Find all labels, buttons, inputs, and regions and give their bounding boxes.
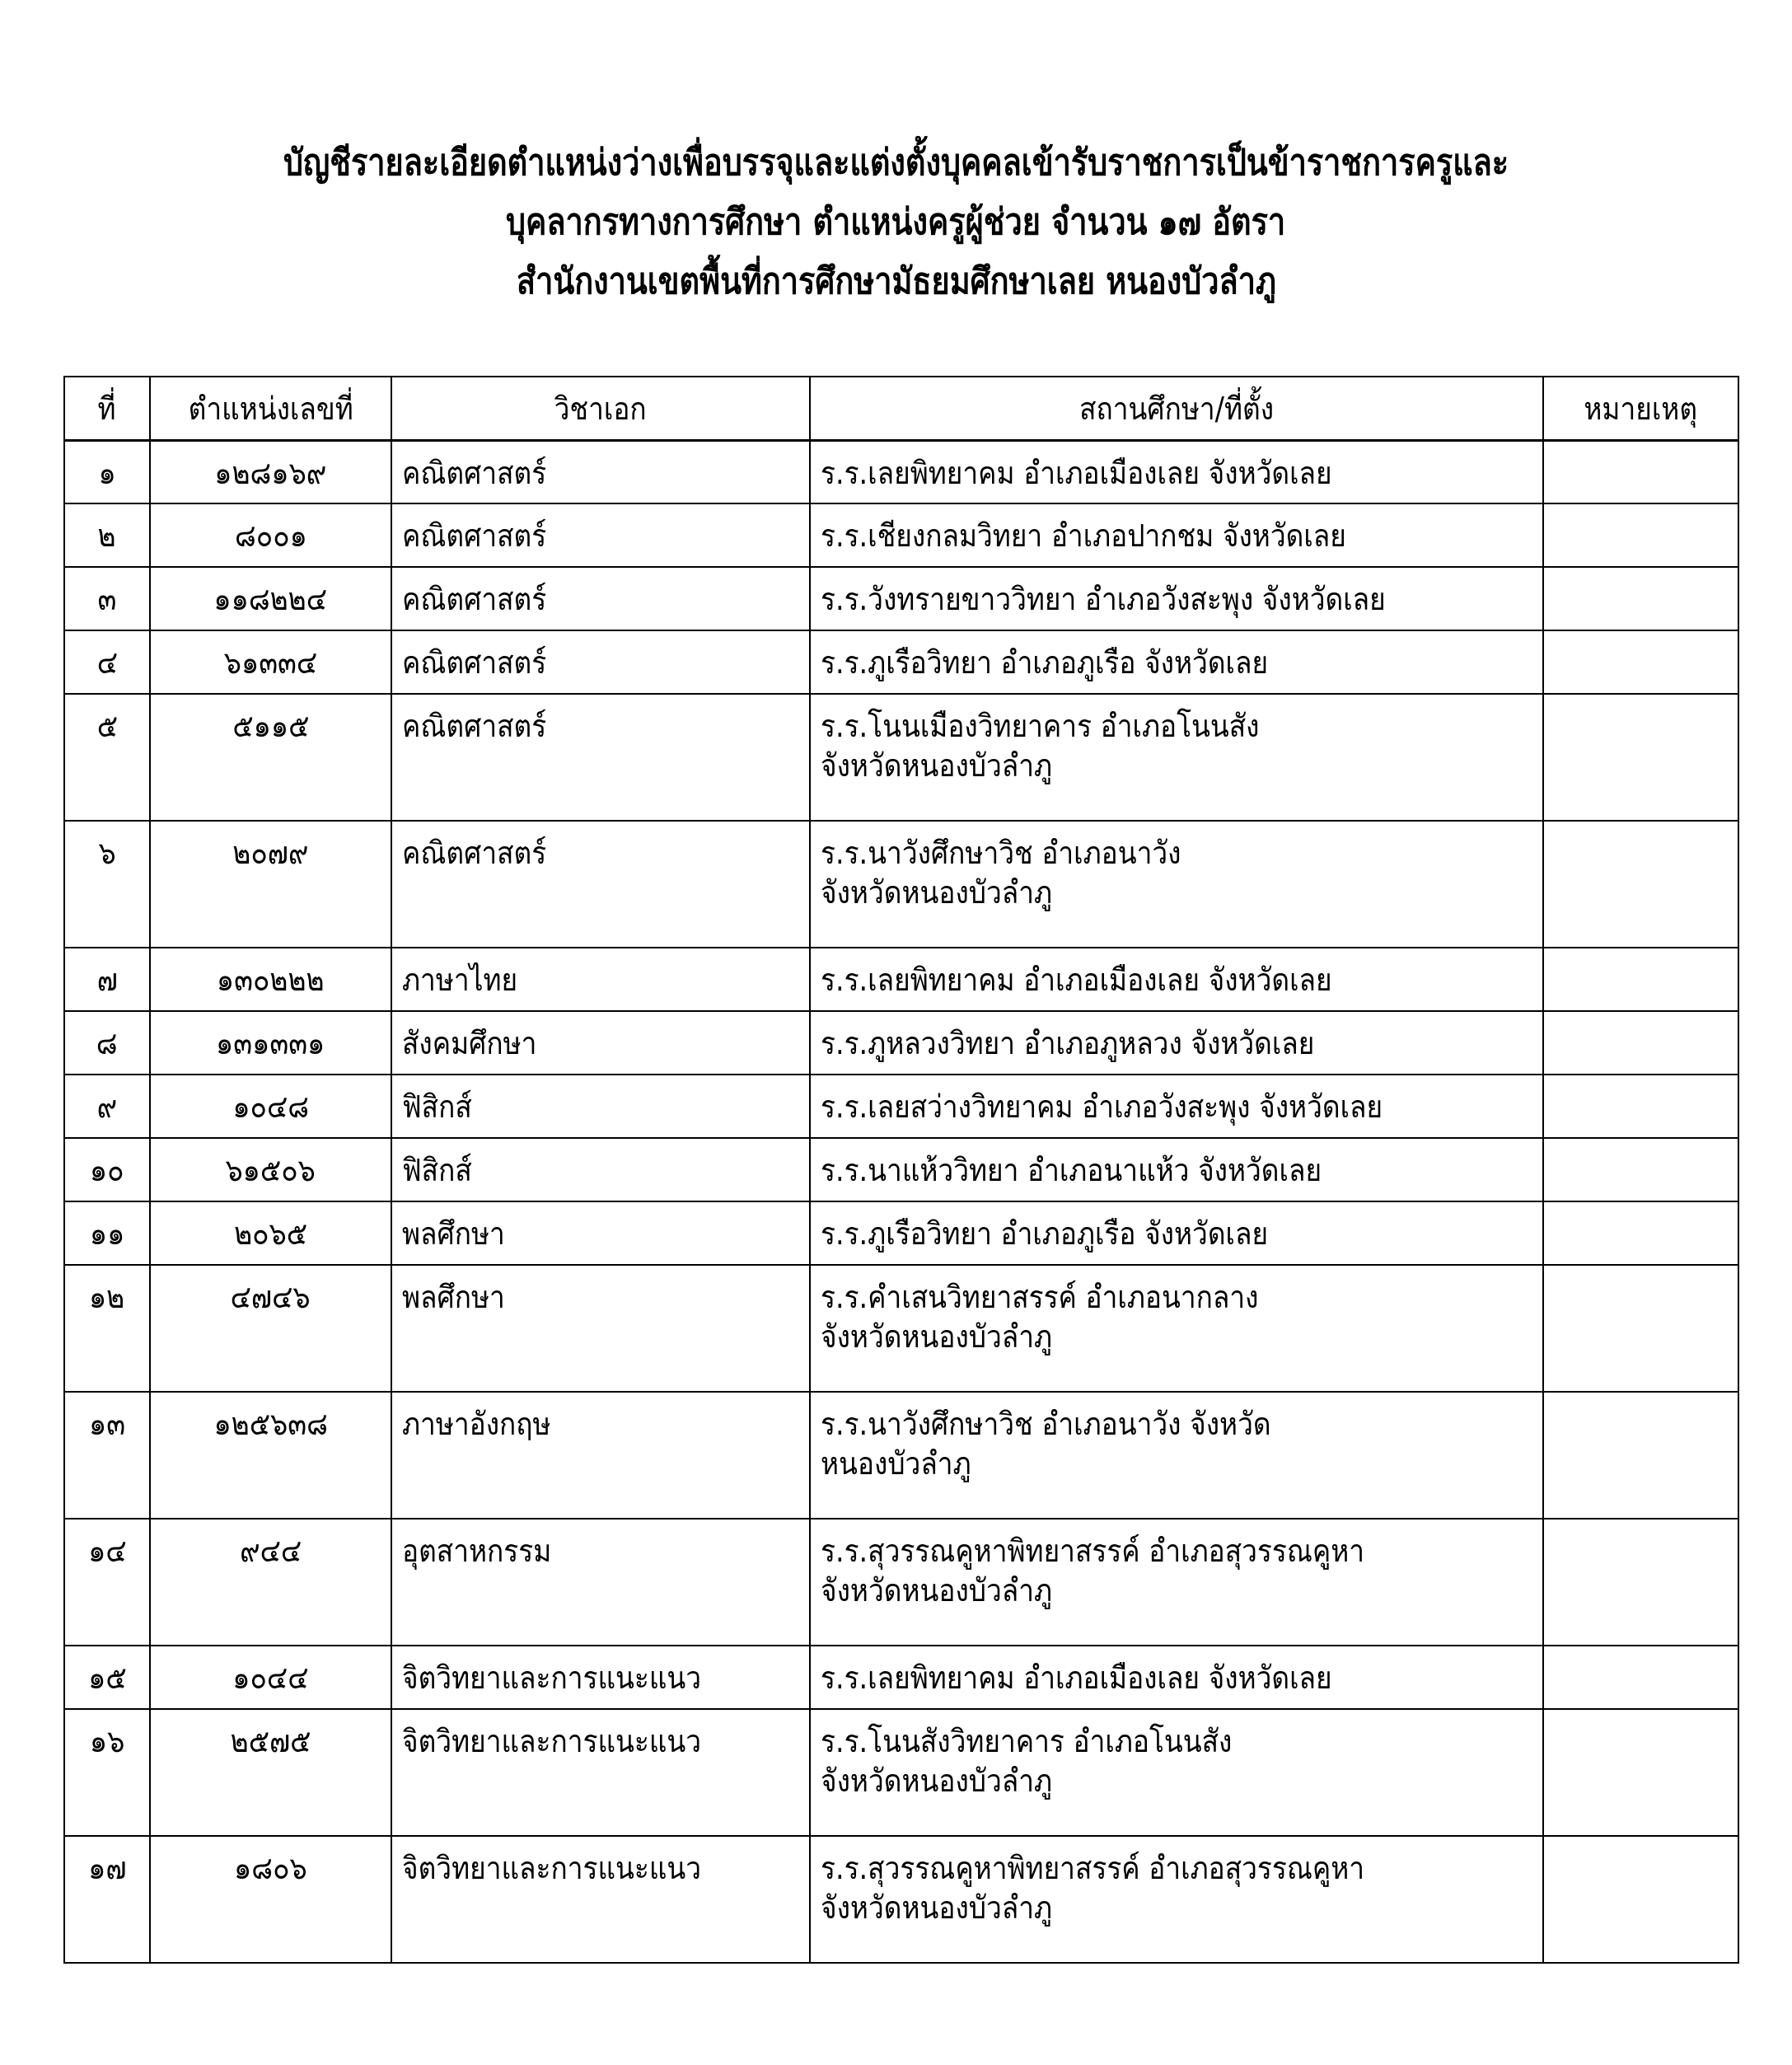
- cell-position-number-text: ๑๐๔๔: [232, 1660, 309, 1696]
- cell-no: [64, 567, 150, 630]
- location-line: [821, 746, 1532, 785]
- table-row: [64, 1519, 1738, 1646]
- cell-position-number-text: ๑๓๑๓๓๑: [216, 1025, 325, 1061]
- cell-no-text: ๑๒: [89, 1279, 125, 1315]
- table-row: [64, 1201, 1738, 1265]
- location-text: ร.ร.ภูเรือวิทยา อำเภอภูเรือ จังหวัดเลย: [821, 644, 1269, 681]
- location-line: [821, 1317, 1532, 1356]
- header-subject-text: วิชาเอก: [554, 390, 648, 427]
- cell-location: [810, 1011, 1543, 1075]
- cell-position-number-text: ๑๓๐๒๒๒: [217, 962, 325, 998]
- table-row: [64, 1138, 1738, 1201]
- cell-subject-text: ภาษาไทย: [402, 962, 518, 998]
- cell-no: [64, 1265, 150, 1392]
- table-row: [64, 440, 1738, 503]
- cell-location: [810, 630, 1543, 694]
- cell-position-number: [150, 1138, 391, 1201]
- cell-remark: [1543, 503, 1738, 567]
- title-text-2: บุคลากรทางการศึกษา ตำแหน่งครูผู้ช่วย จำนวน ๑๗ อัตรา: [506, 201, 1286, 243]
- cell-location: [810, 1646, 1543, 1709]
- cell-position-number: [150, 1519, 391, 1646]
- location-text: ร.ร.สุวรรณคูหาพิทยาสรรค์ อำเภอสุวรรณคูหา: [821, 1850, 1365, 1886]
- cell-no: [64, 1519, 150, 1646]
- header-remark: [1543, 377, 1738, 440]
- cell-no-text: ๗: [96, 962, 118, 998]
- location-line: [821, 579, 1532, 619]
- cell-subject-text: ฟิสิกส์: [402, 1089, 472, 1125]
- cell-location: [810, 821, 1543, 948]
- cell-no: [64, 694, 150, 821]
- location-line: [821, 873, 1532, 912]
- cell-subject: [391, 567, 810, 630]
- cell-remark: [1543, 1265, 1738, 1392]
- cell-no: [64, 821, 150, 948]
- cell-position-number: [150, 503, 391, 567]
- cell-position-number-text: ๑๒๘๑๖๙: [214, 454, 327, 491]
- header-no: [64, 377, 150, 440]
- table-row: [64, 694, 1738, 821]
- table-row: [64, 1646, 1738, 1709]
- cell-no: [64, 1201, 150, 1265]
- cell-location: [810, 567, 1543, 630]
- cell-remark: [1543, 1075, 1738, 1138]
- cell-position-number-text: ๙๔๔: [239, 1533, 302, 1569]
- table-row: [64, 503, 1738, 567]
- cell-position-number: [150, 1201, 391, 1265]
- title-text-3: สำนักงานเขตพื้นที่การศึกษามัธยมศึกษาเลย หนองบัวลำภู: [516, 260, 1276, 302]
- location-text: ร.ร.เชียงกลมวิทยา อำเภอปากชม จังหวัดเลย: [821, 517, 1346, 554]
- cell-subject-text: อุตสาหกรรม: [402, 1533, 552, 1569]
- cell-subject: [391, 503, 810, 567]
- location-line: [821, 1214, 1532, 1253]
- location-line: [821, 1658, 1532, 1697]
- location-line: [821, 960, 1532, 1000]
- cell-location: [810, 1519, 1543, 1646]
- cell-no: [64, 1011, 150, 1075]
- cell-position-number-text: ๑๑๘๒๒๔: [213, 581, 328, 617]
- cell-subject: [391, 1201, 810, 1265]
- cell-subject-text: คณิตศาสตร์: [402, 835, 547, 871]
- cell-position-number-text: ๑๘๐๖: [234, 1850, 307, 1886]
- location-text: หนองบัวลำภู: [821, 1445, 971, 1482]
- document-title-line-1: [0, 138, 1792, 188]
- cell-location: [810, 1075, 1543, 1138]
- table-row: [64, 1392, 1738, 1519]
- cell-subject-text: คณิตศาสตร์: [402, 644, 547, 681]
- location-line: [821, 1848, 1532, 1888]
- cell-no-text: ๓: [97, 581, 117, 617]
- cell-position-number: [150, 630, 391, 694]
- cell-subject: [391, 821, 810, 948]
- cell-location: [810, 1392, 1543, 1519]
- location-text: จังหวัดหนองบัวลำภู: [821, 1318, 1053, 1355]
- cell-position-number-text: ๔๗๔๖: [231, 1279, 311, 1315]
- cell-location: [810, 440, 1543, 503]
- table-row: [64, 1265, 1738, 1392]
- location-line: [821, 1277, 1532, 1317]
- cell-no: [64, 1075, 150, 1138]
- cell-position-number: [150, 1075, 391, 1138]
- cell-location: [810, 1836, 1543, 1963]
- cell-position-number: [150, 440, 391, 503]
- location-line: [821, 1721, 1532, 1761]
- cell-subject: [391, 440, 810, 503]
- table-row: [64, 1011, 1738, 1075]
- table-row: [64, 821, 1738, 948]
- cell-no: [64, 1138, 150, 1201]
- location-line: [821, 1150, 1532, 1190]
- cell-remark: [1543, 1646, 1738, 1709]
- cell-no-text: ๖: [98, 835, 116, 871]
- location-line: [821, 1888, 1532, 1927]
- cell-position-number: [150, 1709, 391, 1836]
- table-row: [64, 1836, 1738, 1963]
- table-row: [64, 1075, 1738, 1138]
- cell-subject: [391, 1265, 810, 1392]
- table-row: [64, 1709, 1738, 1836]
- location-line: [821, 516, 1532, 555]
- table-body: [64, 440, 1738, 1963]
- location-text: จังหวัดหนองบัวลำภู: [821, 874, 1053, 911]
- cell-no-text: ๑๓: [88, 1406, 126, 1442]
- header-position-text: ตำแหน่งเลขที่: [188, 390, 353, 427]
- cell-location: [810, 1709, 1543, 1836]
- cell-no-text: ๔: [96, 644, 118, 681]
- cell-no: [64, 440, 150, 503]
- cell-position-number-text: ๑๐๔๘: [232, 1089, 309, 1125]
- cell-subject: [391, 1836, 810, 1963]
- cell-no-text: ๘: [96, 1025, 118, 1061]
- cell-no-text: ๑๑: [89, 1215, 125, 1252]
- table-header-row: [64, 377, 1738, 440]
- header-subject: [391, 377, 810, 440]
- location-text: ร.ร.โนนเมืองวิทยาคาร อำเภอโนนสัง: [821, 708, 1260, 744]
- vacancy-table: [63, 376, 1739, 1964]
- location-text: จังหวัดหนองบัวลำภู: [821, 747, 1053, 784]
- location-text: ร.ร.ภูเรือวิทยา อำเภอภูเรือ จังหวัดเลย: [821, 1215, 1269, 1252]
- cell-subject-text: พลศึกษา: [402, 1279, 505, 1315]
- cell-subject-text: จิตวิทยาและการแนะแนว: [402, 1660, 702, 1696]
- cell-subject-text: คณิตศาสตร์: [402, 454, 547, 491]
- location-text: จังหวัดหนองบัวลำภู: [821, 1572, 1053, 1608]
- cell-location: [810, 948, 1543, 1011]
- cell-subject: [391, 1709, 810, 1836]
- cell-no: [64, 1836, 150, 1963]
- cell-no-text: ๙: [96, 1089, 118, 1125]
- cell-remark: [1543, 440, 1738, 503]
- location-line: [821, 1761, 1532, 1800]
- cell-no-text: ๑๐: [90, 1152, 124, 1188]
- cell-no-text: ๒: [97, 517, 117, 554]
- cell-location: [810, 1138, 1543, 1201]
- cell-remark: [1543, 948, 1738, 1011]
- location-text: ร.ร.วังทรายขาววิทยา อำเภอวังสะพุง จังหวัดเลย: [821, 581, 1386, 617]
- header-location-text: สถานศึกษา/ที่ตั้ง: [1079, 390, 1274, 427]
- location-text: ร.ร.สุวรรณคูหาพิทยาสรรค์ อำเภอสุวรรณคูหา: [821, 1533, 1365, 1569]
- cell-position-number-text: ๖๑๕๐๖: [225, 1152, 316, 1188]
- cell-subject-text: ภาษาอังกฤษ: [402, 1406, 551, 1442]
- cell-position-number-text: ๑๒๕๖๓๘: [213, 1406, 328, 1442]
- cell-subject: [391, 1075, 810, 1138]
- document-title-line-3: [0, 257, 1792, 307]
- cell-position-number-text: ๒๐๖๕: [234, 1215, 307, 1252]
- cell-subject-text: คณิตศาสตร์: [402, 581, 547, 617]
- cell-location: [810, 694, 1543, 821]
- cell-remark: [1543, 1709, 1738, 1836]
- cell-remark: [1543, 1392, 1738, 1519]
- cell-no: [64, 503, 150, 567]
- cell-remark: [1543, 630, 1738, 694]
- cell-remark: [1543, 1519, 1738, 1646]
- table-row: [64, 567, 1738, 630]
- header-location: [810, 377, 1543, 440]
- cell-subject-text: จิตวิทยาและการแนะแนว: [402, 1850, 702, 1886]
- cell-position-number-text: ๒๐๗๙: [232, 835, 309, 871]
- location-text: ร.ร.นาวังศึกษาวิช อำเภอนาวัง จังหวัด: [821, 1406, 1271, 1442]
- cell-position-number-text: ๖๑๓๓๔: [223, 644, 318, 681]
- location-line: [821, 643, 1532, 682]
- cell-position-number: [150, 1646, 391, 1709]
- cell-subject-text: คณิตศาสตร์: [402, 517, 547, 554]
- cell-position-number: [150, 694, 391, 821]
- cell-no: [64, 1709, 150, 1836]
- location-text: ร.ร.นาแห้ววิทยา อำเภอนาแห้ว จังหวัดเลย: [821, 1152, 1322, 1188]
- location-line: [821, 833, 1532, 873]
- cell-remark: [1543, 821, 1738, 948]
- cell-position-number: [150, 821, 391, 948]
- location-line: [821, 1087, 1532, 1126]
- header-no-text: ที่: [97, 390, 117, 427]
- cell-subject: [391, 1138, 810, 1201]
- location-line: [821, 1023, 1532, 1063]
- cell-location: [810, 1201, 1543, 1265]
- cell-subject: [391, 1011, 810, 1075]
- cell-position-number: [150, 1836, 391, 1963]
- cell-subject: [391, 694, 810, 821]
- cell-subject-text: สังคมศึกษา: [402, 1025, 537, 1061]
- cell-position-number: [150, 567, 391, 630]
- cell-position-number: [150, 1392, 391, 1519]
- cell-remark: [1543, 1138, 1738, 1201]
- location-text: ร.ร.โนนสังวิทยาคาร อำเภอโนนสัง: [821, 1723, 1233, 1759]
- cell-subject: [391, 948, 810, 1011]
- table-row: [64, 630, 1738, 694]
- location-text: ร.ร.เลยพิทยาคม อำเภอเมืองเลย จังหวัดเลย: [821, 454, 1332, 491]
- cell-subject-text: ฟิสิกส์: [402, 1152, 472, 1188]
- header-position: [150, 377, 391, 440]
- cell-no: [64, 630, 150, 694]
- cell-no: [64, 1646, 150, 1709]
- cell-no-text: ๕: [96, 708, 118, 744]
- location-line: [821, 1531, 1532, 1571]
- location-text: ร.ร.นาวังศึกษาวิช อำเภอนาวัง: [821, 835, 1181, 871]
- cell-subject-text: พลศึกษา: [402, 1215, 505, 1252]
- cell-location: [810, 1265, 1543, 1392]
- cell-remark: [1543, 1201, 1738, 1265]
- location-line: [821, 1444, 1532, 1483]
- cell-remark: [1543, 694, 1738, 821]
- location-text: ร.ร.เลยสว่างวิทยาคม อำเภอวังสะพุง จังหวัดเลย: [821, 1089, 1383, 1125]
- cell-no-text: ๑๖: [89, 1723, 125, 1759]
- cell-remark: [1543, 1836, 1738, 1963]
- cell-subject-text: จิตวิทยาและการแนะแนว: [402, 1723, 702, 1759]
- cell-position-number: [150, 948, 391, 1011]
- cell-subject: [391, 1519, 810, 1646]
- cell-subject-text: คณิตศาสตร์: [402, 708, 547, 744]
- cell-position-number-text: ๘๐๐๑: [234, 517, 307, 554]
- location-text: จังหวัดหนองบัวลำภู: [821, 1763, 1053, 1799]
- cell-remark: [1543, 567, 1738, 630]
- cell-no-text: ๑: [98, 454, 116, 491]
- location-text: ร.ร.ภูหลวงวิทยา อำเภอภูหลวง จังหวัดเลย: [821, 1025, 1315, 1061]
- cell-remark: [1543, 1011, 1738, 1075]
- location-text: จังหวัดหนองบัวลำภู: [821, 1889, 1053, 1926]
- title-text-1: บัญชีรายละเอียดตำแหน่งว่างเพื่อบรรจุและแต่งตั้งบุคคลเข้ารับราชการเป็นข้าราชการครูและ: [283, 142, 1509, 184]
- cell-no-text: ๑๔: [87, 1533, 127, 1569]
- location-text: ร.ร.เลยพิทยาคม อำเภอเมืองเลย จังหวัดเลย: [821, 962, 1332, 998]
- location-line: [821, 1571, 1532, 1610]
- cell-no: [64, 1392, 150, 1519]
- cell-subject: [391, 1646, 810, 1709]
- cell-subject: [391, 1392, 810, 1519]
- table-row: [64, 948, 1738, 1011]
- location-line: [821, 1404, 1532, 1444]
- cell-subject: [391, 630, 810, 694]
- cell-position-number-text: ๒๕๗๕: [230, 1723, 311, 1759]
- cell-no-text: ๑๕: [87, 1660, 127, 1696]
- location-text: ร.ร.คำเสนวิทยาสรรค์ อำเภอนากลาง: [821, 1279, 1259, 1315]
- location-text: ร.ร.เลยพิทยาคม อำเภอเมืองเลย จังหวัดเลย: [821, 1660, 1332, 1696]
- cell-position-number: [150, 1011, 391, 1075]
- location-line: [821, 706, 1532, 746]
- header-remark-text: หมายเหตุ: [1584, 390, 1698, 427]
- cell-no-text: ๑๗: [87, 1850, 127, 1886]
- cell-location: [810, 503, 1543, 567]
- cell-position-number: [150, 1265, 391, 1392]
- cell-no: [64, 948, 150, 1011]
- document-title-line-2: [0, 198, 1792, 247]
- cell-position-number-text: ๕๑๑๕: [232, 708, 310, 744]
- location-line: [821, 453, 1532, 493]
